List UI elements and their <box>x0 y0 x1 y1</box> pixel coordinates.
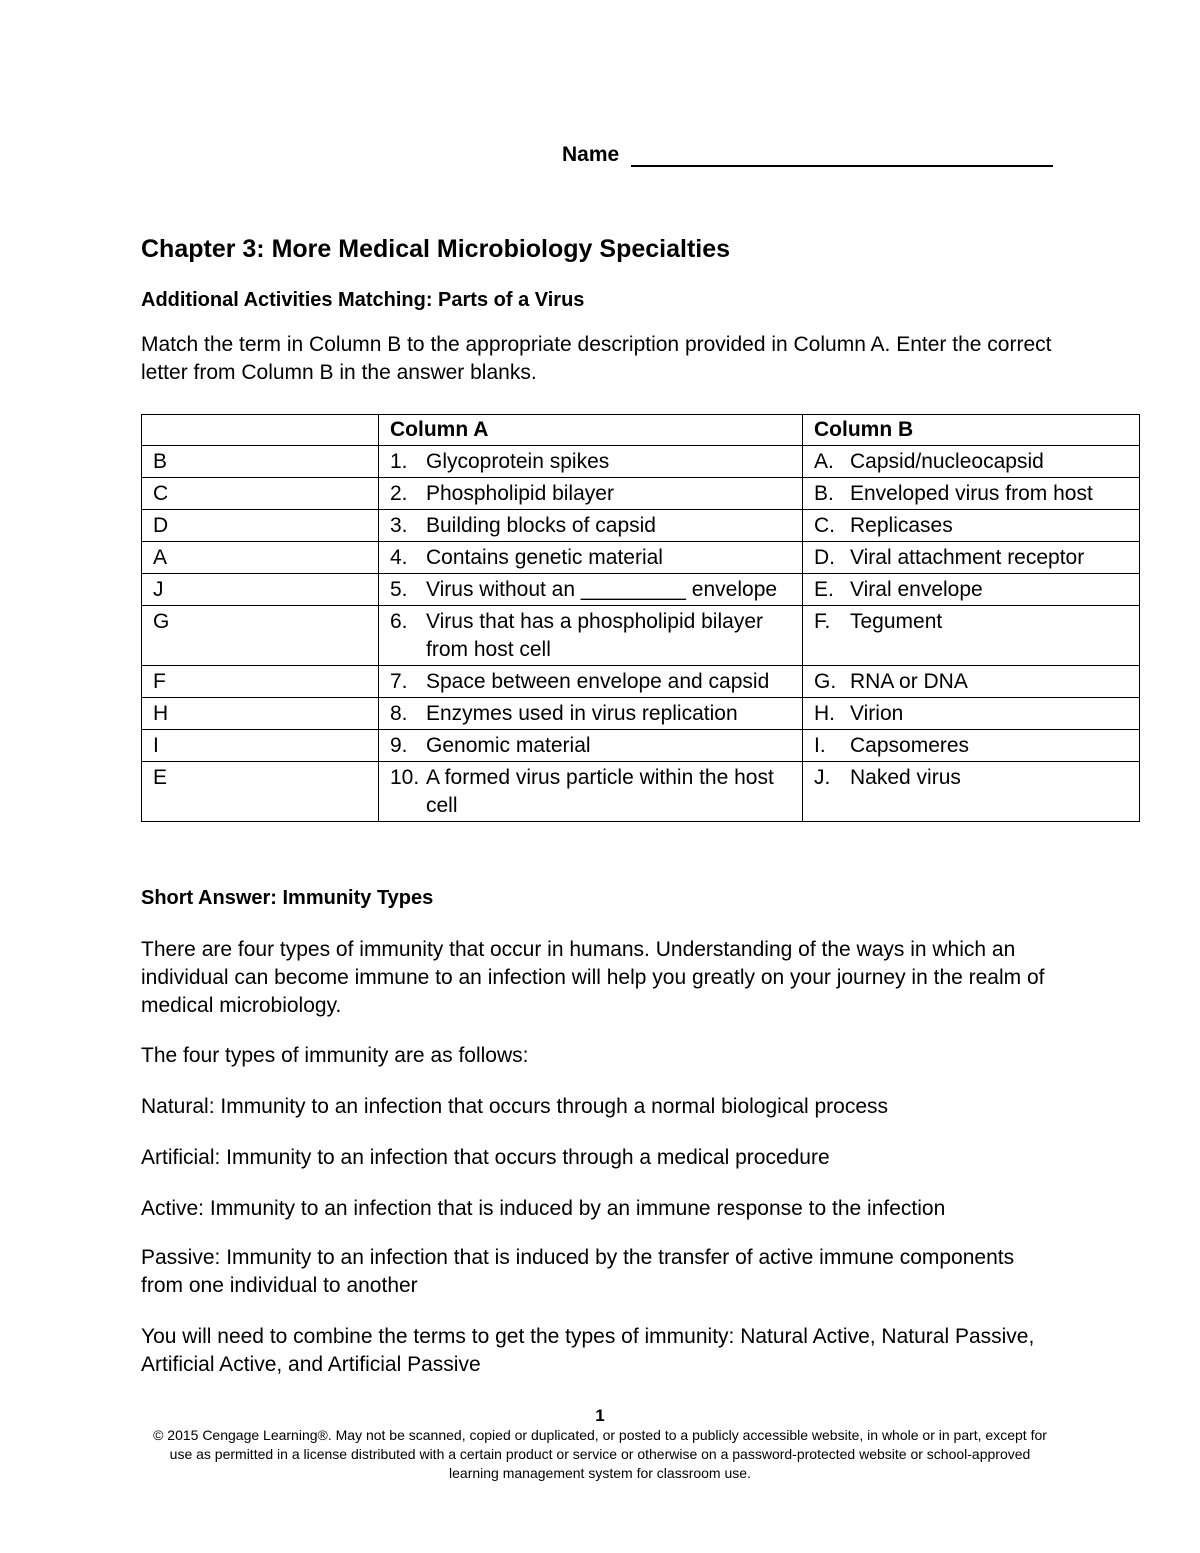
item-number: 6. <box>390 610 408 633</box>
column-b-cell <box>803 730 1140 762</box>
term-text: RNA or DNA <box>850 670 968 693</box>
column-b-cell <box>803 762 1140 822</box>
table-row <box>142 698 1140 730</box>
column-a-cell <box>379 478 803 510</box>
immunity-list-intro: The four types of immunity are as follows: <box>141 1044 529 1067</box>
item-description: Virus without an _________ envelope <box>426 578 778 601</box>
answer-column-header <box>142 415 379 446</box>
term-letter: E. <box>814 578 834 601</box>
term-letter: B. <box>814 482 834 505</box>
column-a-cell <box>379 606 803 666</box>
item-description: A formed virus particle within the host cell <box>426 766 774 817</box>
column-a-cell <box>379 446 803 478</box>
term-letter: F. <box>814 610 831 633</box>
item-number: 5. <box>390 578 408 601</box>
term-text: Virion <box>850 702 904 725</box>
term-letter: I. <box>814 734 826 757</box>
answer-cell[interactable]: B <box>142 446 379 478</box>
item-number: 4. <box>390 546 408 569</box>
table-row <box>142 762 1140 822</box>
item-number: 9. <box>390 734 408 757</box>
answer-cell[interactable]: J <box>142 574 379 606</box>
item-description: Contains genetic material <box>426 546 663 569</box>
table-header-row <box>142 415 1140 446</box>
item-number: 2. <box>390 482 408 505</box>
table-row <box>142 510 1140 542</box>
item-description: Glycoprotein spikes <box>426 450 610 473</box>
term-text: Capsomeres <box>850 734 970 757</box>
name-label: Name <box>562 143 620 166</box>
column-b-header: Column B <box>803 415 1140 446</box>
column-b-cell <box>803 446 1140 478</box>
term-letter: G. <box>814 670 837 693</box>
item-description: Enzymes used in virus replication <box>426 702 738 725</box>
term-text: Enveloped virus from host <box>850 482 1093 505</box>
column-b-cell <box>803 666 1140 698</box>
active-definition: Active: Immunity to an infection that is induced by an immune response to the infection <box>141 1197 946 1220</box>
answer-cell[interactable]: F <box>142 666 379 698</box>
answer-cell[interactable]: C <box>142 478 379 510</box>
matching-table <box>141 414 1140 822</box>
column-a-cell <box>379 698 803 730</box>
item-number: 7. <box>390 670 408 693</box>
term-text: Viral envelope <box>850 578 983 601</box>
page-footer <box>150 1406 1050 1483</box>
column-a-cell <box>379 666 803 698</box>
term-letter: H. <box>814 702 835 725</box>
answer-cell[interactable]: D <box>142 510 379 542</box>
passive-definition: Passive: Immunity to an infection that is induced by the transfer of active immune components from one individual to another <box>141 1246 1015 1297</box>
table-row <box>142 730 1140 762</box>
answer-cell[interactable]: H <box>142 698 379 730</box>
table-row <box>142 574 1140 606</box>
item-description: Genomic material <box>426 734 591 757</box>
term-letter: J. <box>814 766 831 789</box>
column-b-cell <box>803 574 1140 606</box>
short-answer-heading: Short Answer: Immunity Types <box>141 887 434 909</box>
item-description: Building blocks of capsid <box>426 514 656 537</box>
item-number: 3. <box>390 514 408 537</box>
answer-cell[interactable]: I <box>142 730 379 762</box>
name-blank[interactable] <box>631 143 1053 167</box>
table-row <box>142 446 1140 478</box>
term-text: Naked virus <box>850 766 961 789</box>
answer-cell[interactable]: A <box>142 542 379 574</box>
name-field <box>562 143 1053 167</box>
item-number: 8. <box>390 702 408 725</box>
item-description: Phospholipid bilayer <box>426 482 614 505</box>
artificial-definition: Artificial: Immunity to an infection that occurs through a medical procedure <box>141 1146 830 1169</box>
column-a-cell <box>379 542 803 574</box>
item-number: 1. <box>390 450 408 473</box>
term-text: Replicases <box>850 514 953 537</box>
column-a-cell <box>379 730 803 762</box>
term-text: Tegument <box>850 610 943 633</box>
column-b-cell <box>803 698 1140 730</box>
matching-heading: Additional Activities Matching: Parts of a Virus <box>141 289 585 311</box>
combine-instructions: You will need to combine the terms to get the types of immunity: Natural Active, Natural Passive, Artificial Active, and Artificial Passive <box>141 1325 1035 1376</box>
column-a-header: Column A <box>379 415 803 446</box>
table-row <box>142 542 1140 574</box>
answer-cell[interactable]: G <box>142 606 379 666</box>
item-description: Space between envelope and capsid <box>426 670 770 693</box>
column-b-cell <box>803 606 1140 666</box>
term-letter: A. <box>814 450 834 473</box>
natural-definition: Natural: Immunity to an infection that occurs through a normal biological process <box>141 1095 889 1118</box>
page-number: 1 <box>595 1406 605 1425</box>
column-b-cell <box>803 542 1140 574</box>
table-row <box>142 606 1140 666</box>
copyright-notice: © 2015 Cengage Learning®. May not be scanned, copied or duplicated, or posted to a publicly accessible website, in whole or in part, except for use as permitted in a license distributed with a certain product or service or otherwise on a password-protected website or school-approved learning management system for classroom use. <box>153 1427 1047 1481</box>
column-b-cell <box>803 478 1140 510</box>
term-text: Viral attachment receptor <box>850 546 1085 569</box>
item-number: 10. <box>390 766 420 789</box>
column-a-cell <box>379 510 803 542</box>
table-row <box>142 478 1140 510</box>
column-a-cell <box>379 574 803 606</box>
column-b-cell <box>803 510 1140 542</box>
term-letter: C. <box>814 514 835 537</box>
column-a-cell <box>379 762 803 822</box>
matching-instructions: Match the term in Column B to the appropriate description provided in Column A. Enter the correct letter from Column B in the answer blanks. <box>141 333 1052 384</box>
term-letter: D. <box>814 546 835 569</box>
item-description: Virus that has a phospholipid bilayer from host cell <box>426 610 763 661</box>
answer-cell[interactable]: E <box>142 762 379 822</box>
chapter-title: Chapter 3: More Medical Microbiology Specialties <box>141 235 731 263</box>
table-row <box>142 666 1140 698</box>
term-text: Capsid/nucleocapsid <box>850 450 1044 473</box>
immunity-intro: There are four types of immunity that occur in humans. Understanding of the ways in which an individual can become immune to an infection will help you greatly on your journey in the realm of medical microbiology. <box>141 938 1045 1017</box>
